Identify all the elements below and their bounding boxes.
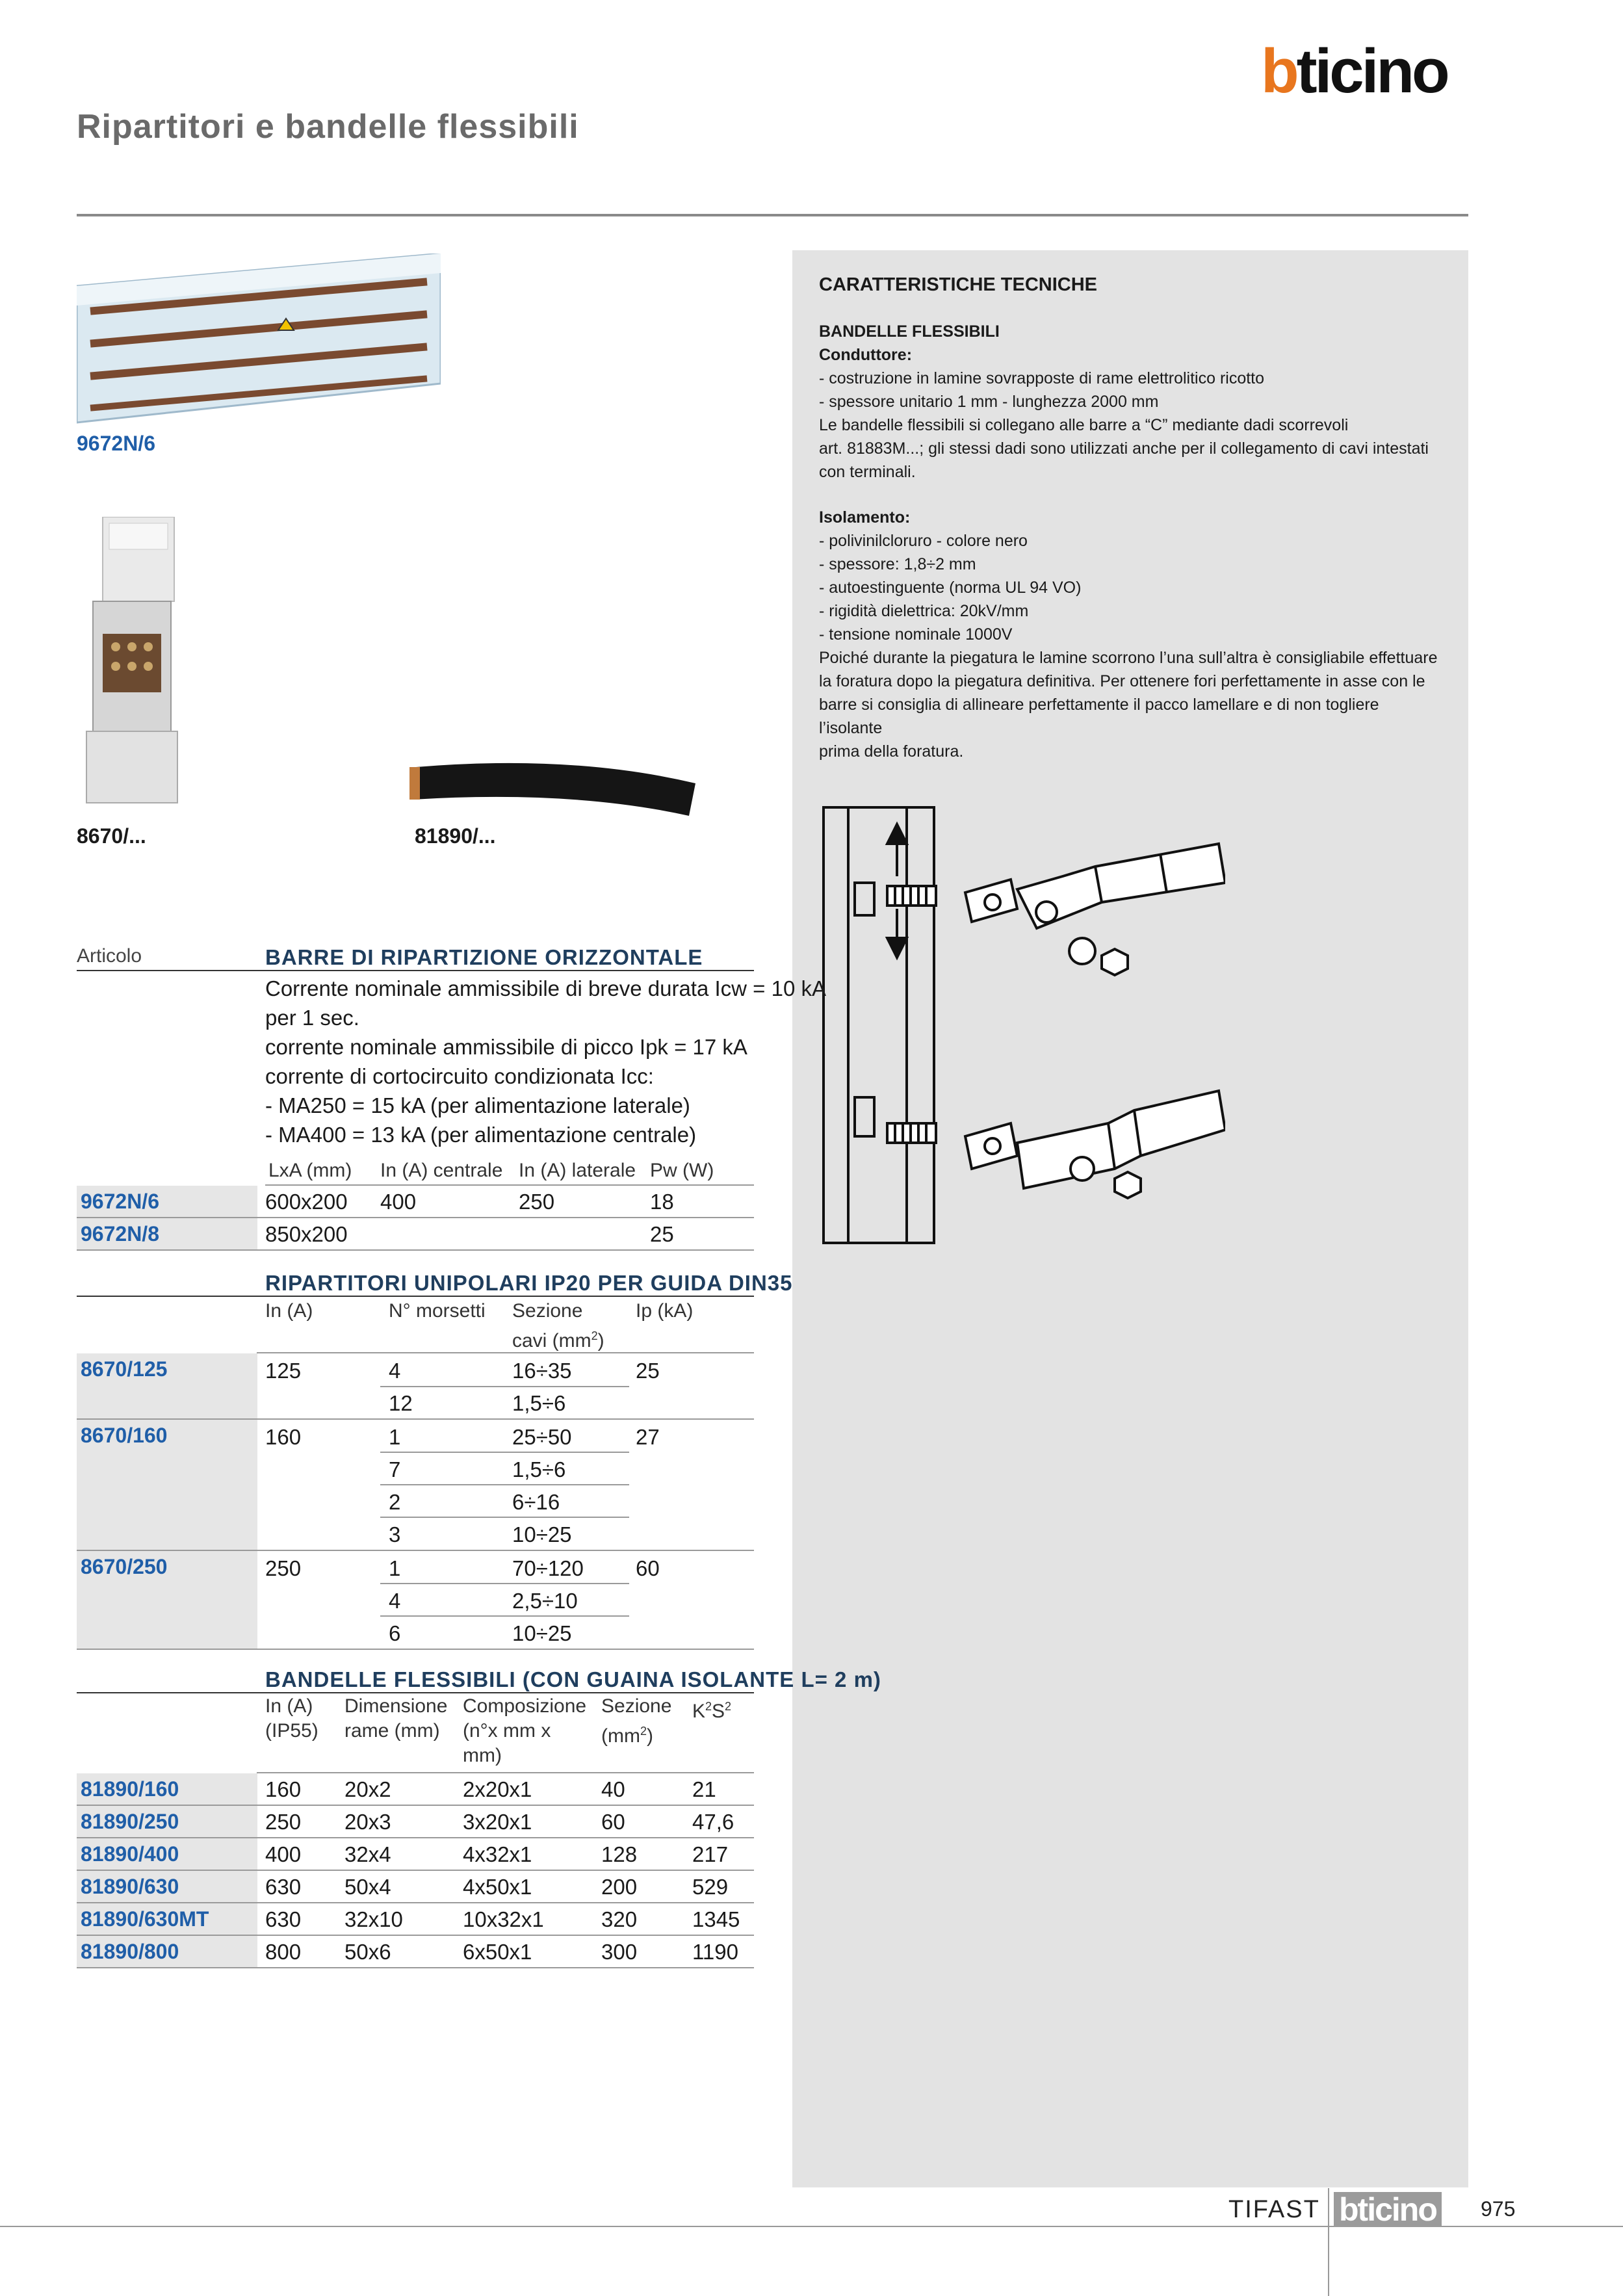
spec-line: la foratura dopo la piegatura definitiva. Per ottenere fori perfettamente in asse con le [819, 672, 1425, 690]
article-cell: 8670/125 [77, 1353, 257, 1418]
spec-line: - spessore unitario 1 mm - lunghezza 2000 mm [819, 393, 1159, 411]
spec-line: con terminali. [819, 463, 916, 481]
rule [380, 1615, 629, 1617]
spec-sub: BANDELLE FLESSIBILI [819, 322, 1000, 341]
table-cell: 70÷120 [512, 1556, 584, 1580]
rule [380, 1452, 629, 1453]
spec-line: prima della foratura. [819, 742, 964, 761]
table-cell: 160 [265, 1777, 302, 1801]
table-cell: 160 [265, 1425, 302, 1449]
table-cell: 600x200 [265, 1190, 348, 1214]
article-cell: 9672N/6 [77, 1186, 257, 1217]
table-cell: 800 [265, 1940, 302, 1964]
article-cell: 81890/160 [77, 1773, 257, 1805]
table-cell: 4 [389, 1589, 401, 1613]
table-cell: 32x4 [344, 1842, 391, 1866]
rule [77, 1249, 754, 1251]
page-title: Ripartitori e bandelle flessibili [77, 108, 579, 146]
col-header: cavi $(mm^2)$ [512, 1329, 604, 1351]
brand-logo: bticino [1261, 36, 1448, 106]
table-cell: 250 [265, 1810, 302, 1834]
rule [257, 1772, 754, 1773]
spec-line: - costruzione in lamine sovrapposte di rame elettrolitico ricotto [819, 369, 1265, 387]
table-cell: 40 [601, 1777, 625, 1801]
desc-line: per 1 sec. [265, 1006, 359, 1030]
conduttore-label: Conduttore: [819, 346, 913, 364]
isolamento-label: Isolamento: [819, 508, 911, 527]
table-cell: 25÷50 [512, 1425, 572, 1449]
rule [380, 1583, 629, 1584]
table-cell: 16÷35 [512, 1359, 572, 1383]
table-cell: 2 [389, 1490, 401, 1514]
table-cell: 4 [389, 1359, 401, 1383]
rule [77, 1967, 754, 1968]
table-cell: 400 [265, 1842, 302, 1866]
col-header: In (A) [265, 1695, 313, 1717]
rule [257, 1352, 754, 1353]
spec-heading: CARATTERISTICHE TECNICHE [819, 274, 1098, 295]
section-title-ripartitori: RIPARTITORI UNIPOLARI IP20 PER GUIDA DIN35 [265, 1271, 793, 1295]
table-cell: 2,5÷10 [512, 1589, 578, 1613]
table-cell: 60 [601, 1810, 625, 1834]
rule [265, 1184, 754, 1186]
table-cell: 1,5÷6 [512, 1391, 566, 1415]
table-cell: 50x4 [344, 1875, 391, 1899]
col-header: rame (mm) [344, 1720, 440, 1742]
table-cell: 2x20x1 [463, 1777, 532, 1801]
col-header: Pw (W) [650, 1160, 714, 1181]
table-cell: 25 [650, 1222, 674, 1246]
table-cell: 6x50x1 [463, 1940, 532, 1964]
article-cell: 8670/160 [77, 1420, 257, 1550]
table-cell: 128 [601, 1842, 638, 1866]
table-cell: 32x10 [344, 1907, 403, 1931]
spec-line: - polivinilcloruro - colore nero [819, 532, 1028, 550]
section-title-barre: BARRE DI RIPARTIZIONE ORIZZONTALE [265, 945, 703, 969]
table-cell: 3x20x1 [463, 1810, 532, 1834]
footer-vrule [1328, 2188, 1329, 2296]
table-cell: 10x32x1 [463, 1907, 544, 1931]
spec-line: - autoestinguente (norma UL 94 VO) [819, 579, 1082, 597]
desc-line: corrente nominale ammissibile di picco Ipk = 17 kA [265, 1035, 747, 1059]
table-cell: 10÷25 [512, 1522, 572, 1546]
article-cell: 81890/630 [77, 1871, 257, 1902]
rule [380, 1484, 629, 1485]
table-cell: 400 [380, 1190, 417, 1214]
rule [77, 1692, 754, 1693]
table-cell: 529 [692, 1875, 729, 1899]
article-cell: 81890/630MT [77, 1903, 257, 1935]
rule [77, 970, 754, 971]
article-cell: 81890/800 [77, 1936, 257, 1967]
spec-line: art. 81883M...; gli stessi dadi sono utilizzati anche per il collegamento di cavi intestati [819, 439, 1429, 458]
table-cell: 1 [389, 1556, 401, 1580]
desc-line: corrente di cortocircuito condizionata Icc: [265, 1064, 654, 1088]
table-cell: 3 [389, 1522, 401, 1546]
rule [380, 1517, 629, 1518]
table-cell: 217 [692, 1842, 729, 1866]
article-cell: 81890/250 [77, 1806, 257, 1837]
spec-line: barre si consiglia di allineare perfettamente il pacco lamellare e di non togliere l’isolante [819, 696, 1379, 737]
col-header: (n°x mm x [463, 1720, 551, 1742]
rule [380, 1386, 629, 1387]
table-cell: 1345 [692, 1907, 740, 1931]
col-header: In (A) [265, 1300, 313, 1322]
col-header: In (A) centrale [380, 1160, 503, 1181]
table-cell: 6 [389, 1621, 401, 1645]
table-cell: 6÷16 [512, 1490, 560, 1514]
spec-line: Le bandelle flessibili si collegano alle barre a “C” mediante dadi scorrevoli [819, 416, 1349, 434]
table-cell: 20x2 [344, 1777, 391, 1801]
table-cell: 4x32x1 [463, 1842, 532, 1866]
col-header: Dimensione [344, 1695, 448, 1717]
product-label-9672n6: 9672N/6 [77, 432, 155, 455]
page-number: 975 [1481, 2197, 1516, 2221]
product-label-81890: 81890/... [415, 824, 496, 848]
col-header: (IP55) [265, 1720, 318, 1742]
col-header: mm) [463, 1745, 502, 1766]
rule [77, 1296, 754, 1297]
table-cell: 1 [389, 1425, 401, 1449]
col-header: $(mm^2)$ [601, 1725, 653, 1747]
article-cell: 9672N/8 [77, 1218, 257, 1249]
table-cell: 4x50x1 [463, 1875, 532, 1899]
table-cell: 850x200 [265, 1222, 348, 1246]
table-cell: 10÷25 [512, 1621, 572, 1645]
footer-logo: bticino [1334, 2192, 1442, 2227]
table-cell: 60 [636, 1556, 660, 1580]
table-cell: 250 [265, 1556, 302, 1580]
spec-line: - rigidità dielettrica: 20kV/mm [819, 602, 1029, 620]
articolo-header: Articolo [77, 945, 142, 967]
product-label-8670: 8670/... [77, 824, 146, 848]
table-cell: 125 [265, 1359, 302, 1383]
col-header: LxA (mm) [268, 1160, 352, 1181]
col-header: Sezione [601, 1695, 672, 1717]
table-cell: 20x3 [344, 1810, 391, 1834]
table-cell: 300 [601, 1940, 638, 1964]
spec-line: Poiché durante la piegatura le lamine scorrono l’una sull’altra è consigliabile effettuare [819, 649, 1438, 667]
col-header: Ip (kA) [636, 1300, 694, 1322]
spec-line: - tensione nominale 1000V [819, 625, 1013, 644]
table-cell: 7 [389, 1457, 401, 1481]
table-cell: 27 [636, 1425, 660, 1449]
col-header: In (A) laterale [519, 1160, 636, 1181]
table-cell: 47,6 [692, 1810, 734, 1834]
rule [77, 1649, 754, 1650]
table-cell: 50x6 [344, 1940, 391, 1964]
table-cell: 630 [265, 1907, 302, 1931]
footer-section: TIFAST [1228, 2196, 1320, 2223]
desc-line: - MA400 = 13 kA (per alimentazione centrale) [265, 1123, 697, 1147]
desc-line: Corrente nominale ammissibile di breve durata Icw = 10 kA [265, 976, 826, 1000]
col-header: Composizione [463, 1695, 587, 1717]
col-header: $K^2S^2$ [692, 1700, 732, 1722]
table-cell: 200 [601, 1875, 638, 1899]
table-cell: 1,5÷6 [512, 1457, 566, 1481]
col-header: N° morsetti [389, 1300, 486, 1322]
section-title-bandelle: BANDELLE FLESSIBILI (CON GUAINA ISOLANTE L= 2 m) [265, 1667, 881, 1691]
col-header: Sezione [512, 1300, 583, 1322]
table-cell: 250 [519, 1190, 555, 1214]
table-cell: 21 [692, 1777, 716, 1801]
table-cell: 320 [601, 1907, 638, 1931]
table-cell: 25 [636, 1359, 660, 1383]
desc-line: - MA250 = 15 kA (per alimentazione laterale) [265, 1093, 690, 1117]
table-cell: 12 [389, 1391, 413, 1415]
table-cell: 18 [650, 1190, 674, 1214]
article-cell: 81890/400 [77, 1838, 257, 1870]
article-cell: 8670/250 [77, 1551, 257, 1649]
spec-line: - spessore: 1,8÷2 mm [819, 555, 976, 573]
table-cell: 1190 [692, 1940, 738, 1964]
table-cell: 630 [265, 1875, 302, 1899]
